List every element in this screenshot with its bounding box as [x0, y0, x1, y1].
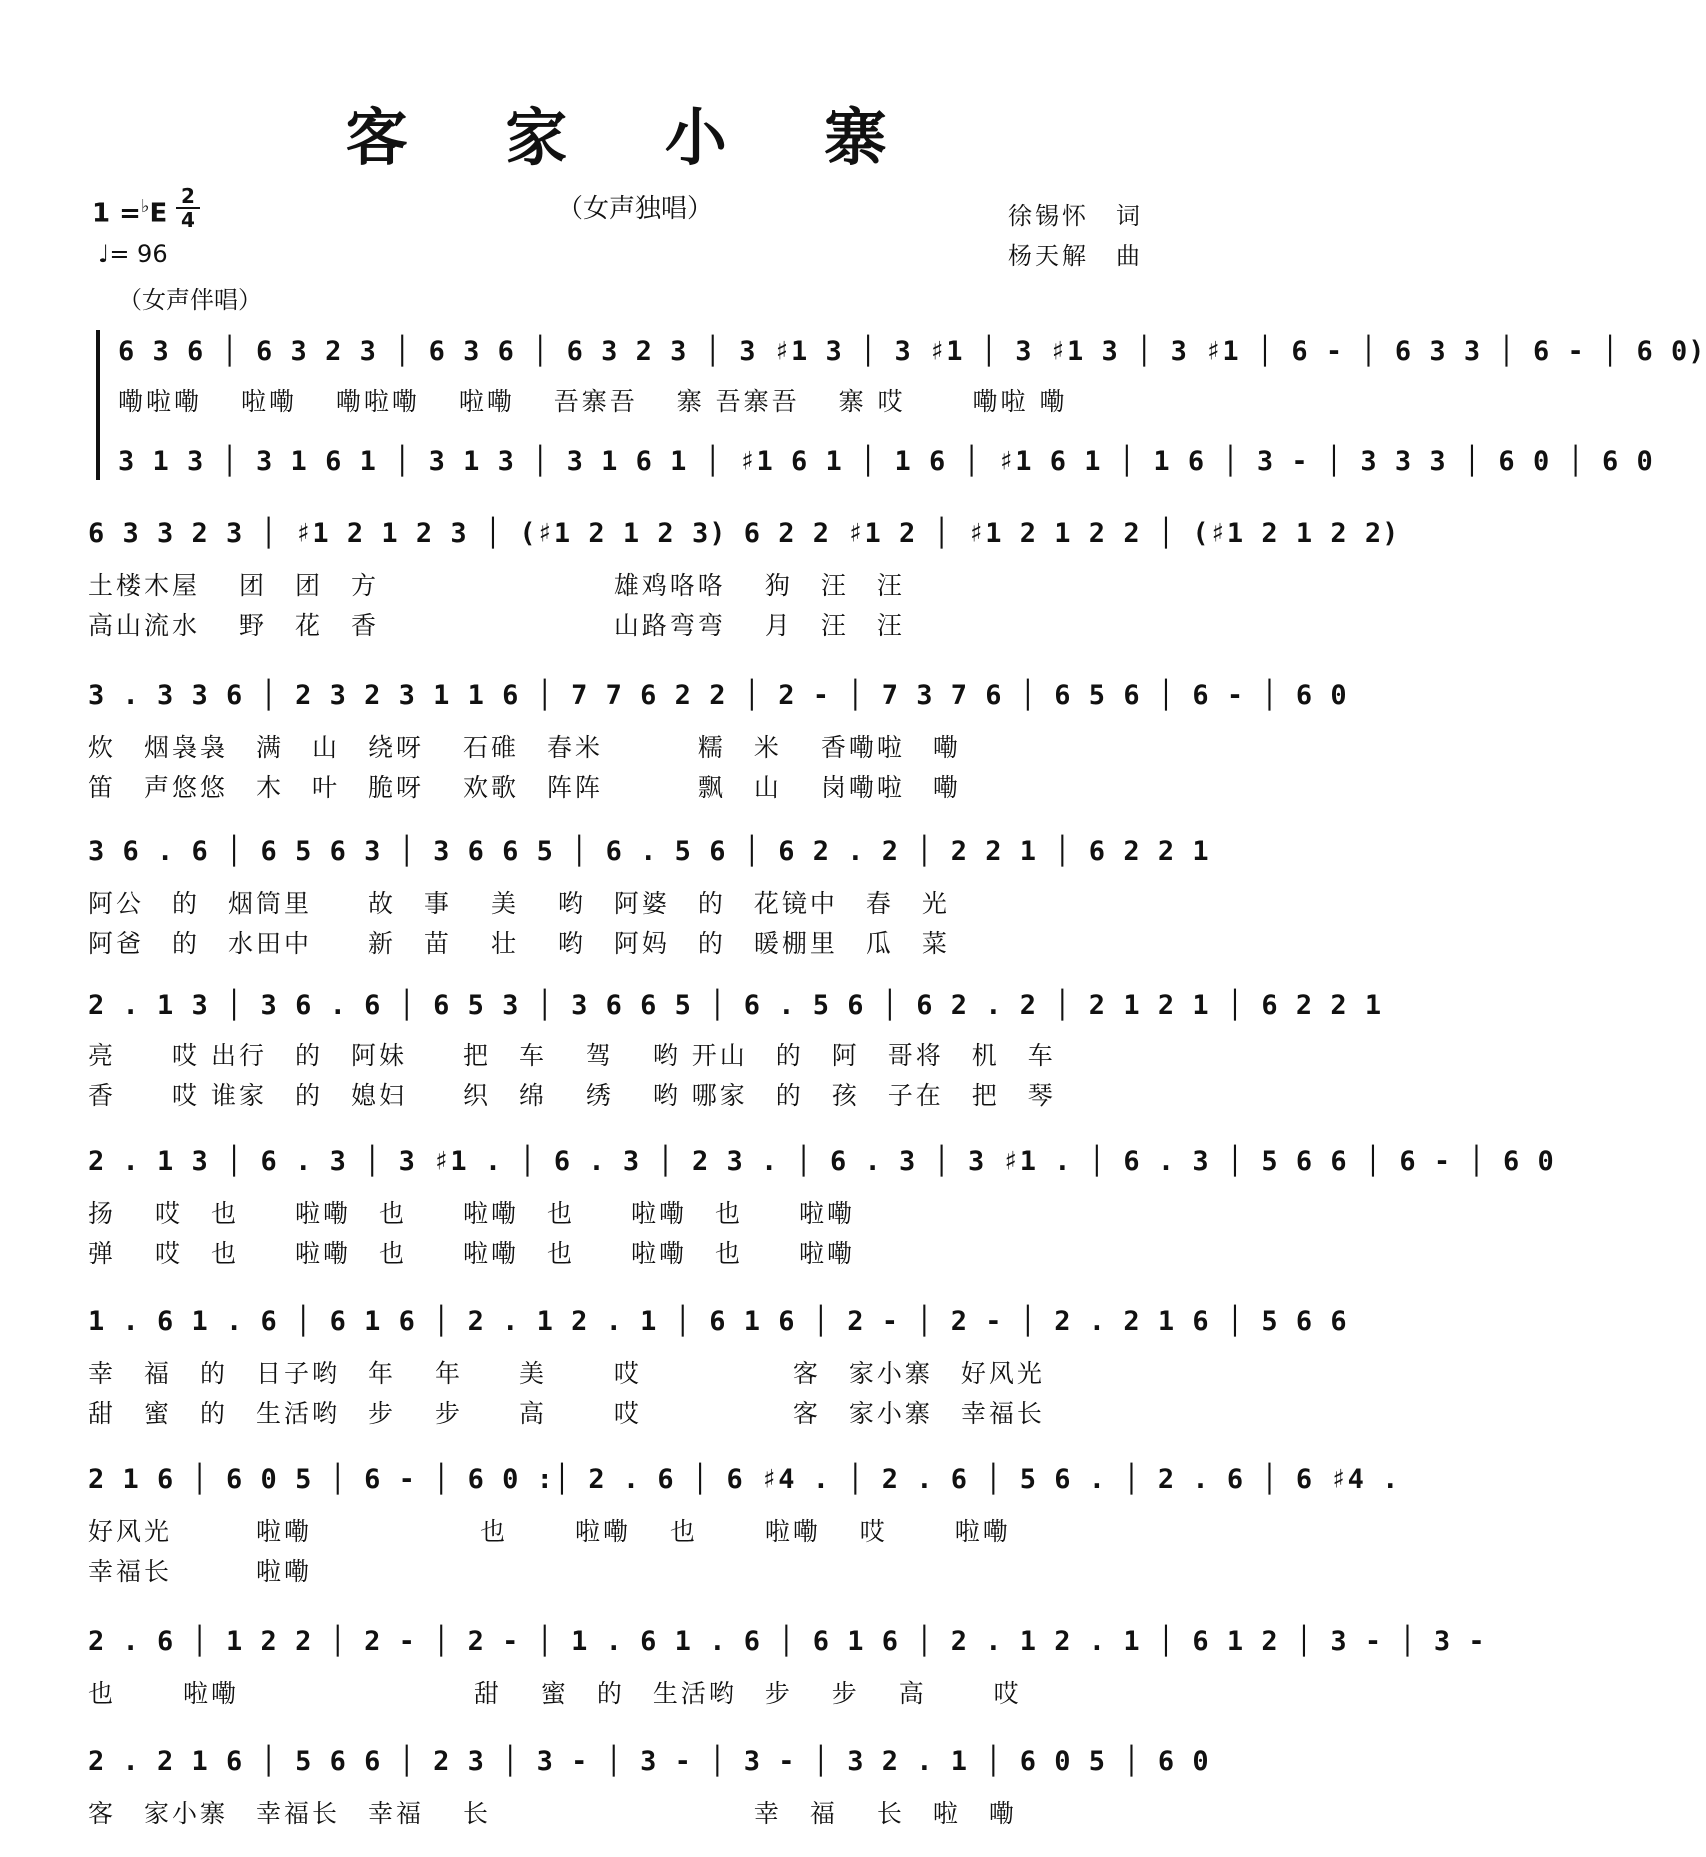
- notation-row: [88, 1626, 1486, 1672]
- tempo-mark: ♩= 96: [98, 240, 168, 268]
- lyric-text: 亮 哎 出行 的 阿妹 把 车 驾 哟 开山 的 阿 哥将 机 车: [88, 1041, 1056, 1070]
- notation-row: [88, 1464, 1400, 1510]
- lyric-text: 弹 哎 也 啦嘞 也 啦嘞 也 啦嘞 也 啦嘞: [88, 1239, 855, 1268]
- meter-bottom: 4: [181, 208, 195, 232]
- meter-top: 2: [181, 184, 195, 208]
- lyric-text: 也 啦嘞 甜 蜜 的 生活哟 步 步 高 哎: [88, 1679, 1022, 1708]
- lyric-row: [88, 1674, 1178, 1720]
- notation-row: [88, 836, 1210, 882]
- lyric-row: [88, 1076, 1178, 1122]
- lyric-row: [88, 1552, 1178, 1598]
- notation-text: 3 6 . 6 │ 6 5 6 3 │ 3 6 6 5 │ 6 . 5 6 │ 6 2 . 2 │ 2 2 1 │ 6 2 2 1: [88, 836, 1210, 867]
- lyric-row: [88, 1394, 1178, 1440]
- accompaniment-label: （女声伴唱）: [118, 286, 262, 314]
- time-signature: [176, 186, 200, 230]
- lyricist-credit: 徐锡怀 词: [1008, 202, 1143, 230]
- lyric-text: 炊 烟袅袅 满 山 绕呀 石碓 春米 糯 米 香嘞啦 嘞: [88, 733, 961, 762]
- lyric-text: 嘞啦嘞 啦嘞 嘞啦嘞 啦嘞 吾寨吾 寨 吾寨吾 寨 哎 嘞啦 嘞: [118, 387, 1068, 416]
- lyric-text: 客 家小寨 幸福长 幸福 长 幸 福 长 啦 嘞: [88, 1799, 1017, 1828]
- lyric-text: 好风光 啦嘞 也 啦嘞 也 啦嘞 哎 啦嘞: [88, 1517, 1011, 1546]
- notation-row: [88, 518, 1400, 564]
- notation-row: [88, 1746, 1210, 1792]
- lyric-row: [88, 768, 1178, 814]
- lyric-text: 土楼木屋 团 团 方 雄鸡咯咯 狗 汪 汪: [88, 571, 905, 600]
- lyric-row: [88, 924, 1178, 970]
- lyric-text: 高山流水 野 花 香 山路弯弯 月 汪 汪: [88, 611, 905, 640]
- lyric-text: 阿爸 的 水田中 新 苗 壮 哟 阿妈 的 暖棚里 瓜 菜: [88, 929, 950, 958]
- notation-text: 2 . 1 3 │ 3 6 . 6 │ 6 5 3 │ 3 6 6 5 │ 6 . 5 6 │ 6 2 . 2 │ 2 1 2 1 │ 6 2 2 1: [88, 990, 1383, 1021]
- notation-text: 2 . 6 │ 1 2 2 │ 2 - │ 2 - │ 1 . 6 1 . 6 │ 6 1 6 │ 2 . 1 2 . 1 │ 6 1 2 │ 3 - │ 3 -: [88, 1626, 1486, 1657]
- notation-text: 6 3 6 │ 6 3 2 3 │ 6 3 6 │ 6 3 2 3 │ 3 ♯1 3 │ 3 ♯1 │ 3 ♯1 3 │ 3 ♯1 │ 6 - │ 6 3 3 │ 6 - │ 6 0): [118, 336, 1706, 367]
- notation-row: [88, 680, 1348, 726]
- notation-row: [118, 336, 1706, 382]
- notation-row: [88, 990, 1383, 1036]
- notation-text: 2 1 6 │ 6 0 5 │ 6 - │ 6 0 :│ 2 . 6 │ 6 ♯4 . │ 2 . 6 │ 5 6 . │ 2 . 6 │ 6 ♯4 .: [88, 1464, 1400, 1495]
- key-note: E: [149, 198, 168, 229]
- notation-row: [118, 446, 1654, 492]
- notation-text: 2 . 1 3 │ 6 . 3 │ 3 ♯1 . │ 6 . 3 │ 2 3 . │ 6 . 3 │ 3 ♯1 . │ 6 . 3 │ 5 6 6 │ 6 - │ 6 0: [88, 1146, 1555, 1177]
- notation-row: [88, 1146, 1555, 1192]
- system-brace: [96, 330, 100, 480]
- notation-text: 6 3 3 2 3 │ ♯1 2 1 2 3 │ (♯1 2 1 2 3) 6 2 2 ♯1 2 │ ♯1 2 1 2 2 │ (♯1 2 1 2 2): [88, 518, 1400, 549]
- notation-row: [88, 1306, 1348, 1352]
- composer-credit: 杨天解 曲: [1008, 242, 1143, 270]
- lyric-text: 扬 哎 也 啦嘞 也 啦嘞 也 啦嘞 也 啦嘞: [88, 1199, 855, 1228]
- lyric-row: [88, 1794, 1178, 1840]
- lyric-text: 阿公 的 烟筒里 故 事 美 哟 阿婆 的 花镜中 春 光: [88, 889, 950, 918]
- lyric-row: [88, 606, 1178, 652]
- song-title: 客 家 小 寨: [345, 101, 925, 174]
- lyric-text: 幸福长 啦嘞: [88, 1557, 313, 1586]
- notation-text: 2 . 2 1 6 │ 5 6 6 │ 2 3 │ 3 - │ 3 - │ 3 - │ 3 2 . 1 │ 6 0 5 │ 6 0: [88, 1746, 1210, 1777]
- notation-text: 3 . 3 3 6 │ 2 3 2 3 1 1 6 │ 7 7 6 2 2 │ 2 - │ 7 3 7 6 │ 6 5 6 │ 6 - │ 6 0: [88, 680, 1348, 711]
- lyric-text: 笛 声悠悠 木 叶 脆呀 欢歌 阵阵 飘 山 岗嘞啦 嘞: [88, 773, 961, 802]
- lyric-row: [88, 1234, 1178, 1280]
- key-signature: [92, 196, 167, 229]
- flat-sign: ♭: [140, 196, 150, 217]
- song-subtitle: （女声独唱）: [556, 194, 713, 224]
- lyric-text: 甜 蜜 的 生活哟 步 步 高 哎 客 家小寨 幸福长: [88, 1399, 1045, 1428]
- key-prefix: 1 =: [92, 198, 141, 229]
- lyric-text: 幸 福 的 日子哟 年 年 美 哎 客 家小寨 好风光: [88, 1359, 1045, 1388]
- notation-text: 1 . 6 1 . 6 │ 6 1 6 │ 2 . 1 2 . 1 │ 6 1 6 │ 2 - │ 2 - │ 2 . 2 1 6 │ 5 6 6: [88, 1306, 1348, 1337]
- lyric-text: 香 哎 谁家 的 媳妇 织 绵 绣 哟 哪家 的 孩 子在 把 琴: [88, 1081, 1056, 1110]
- lyric-row: [118, 382, 1208, 428]
- notation-text: 3 1 3 │ 3 1 6 1 │ 3 1 3 │ 3 1 6 1 │ ♯1 6 1 │ 1 6 │ ♯1 6 1 │ 1 6 │ 3 - │ 3 3 3 │ 6 0 │ 6 0: [118, 446, 1654, 477]
